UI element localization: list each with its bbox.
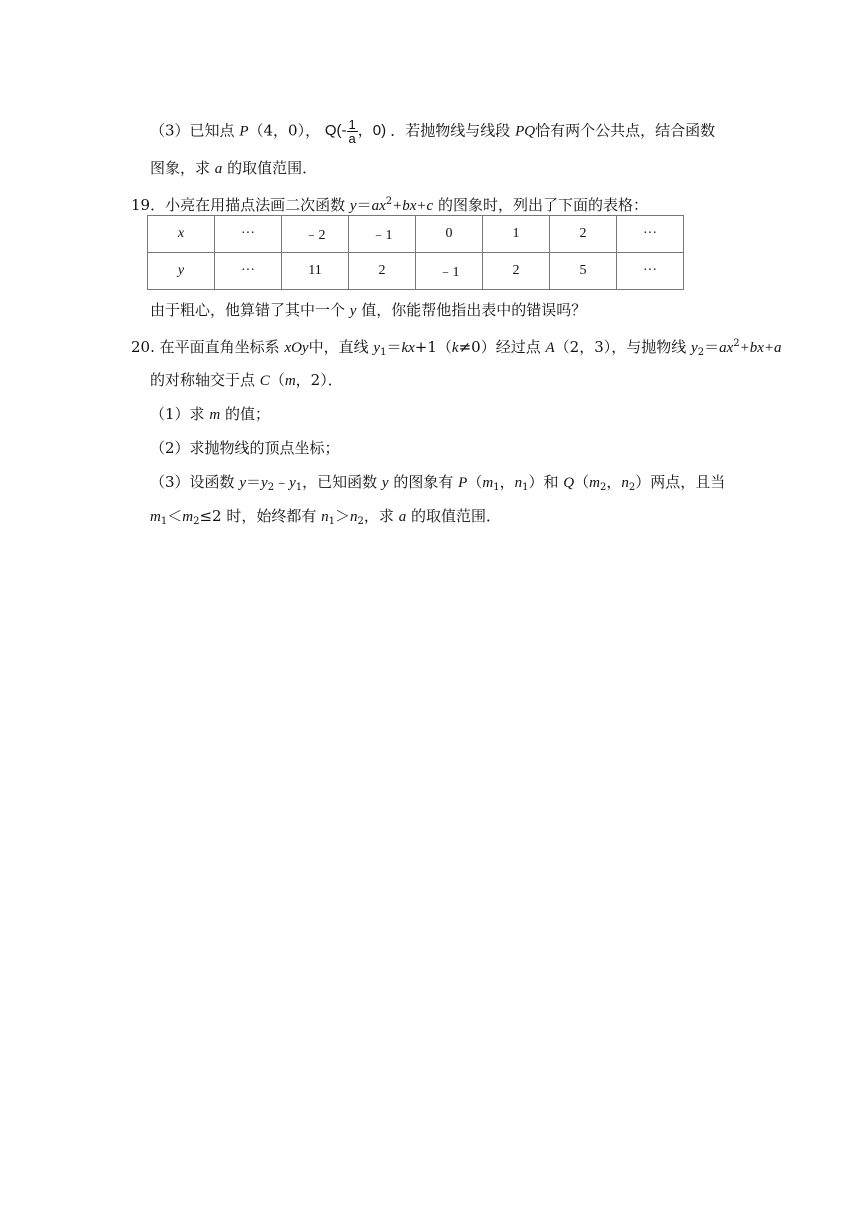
point-p: P (239, 123, 249, 140)
table-cell: ﹣2 (282, 216, 349, 253)
q19-intro: 19．小亮在用描点法画二次函数 $y=ax^2+bx+c$ 的图象时，列出了下面的表格： (131, 196, 648, 214)
table-cell: 1 (483, 216, 550, 253)
q20-part2: （2）求抛物线的顶点坐标； (150, 439, 340, 457)
table-cell: 2 (349, 253, 416, 290)
table-cell: ··· (617, 253, 684, 290)
q20-line2: 的对称轴交于点 C（m，2）． (150, 371, 343, 389)
fraction-one-over-a: $\frac{1}{a}$ (348, 117, 356, 146)
table-cell: 5 (550, 253, 617, 290)
q20-part1: （1）求 m 的值； (150, 405, 270, 423)
q20-number: 20. (131, 338, 155, 356)
q20-line1: 20. 在平面直角坐标系 xOy中，直线 $y_1=kx+1(k\ne 0)$经过点 A（2，3），与抛物线 $y_2=ax^2+bx+a$ (131, 338, 782, 358)
table-header-x: x (148, 216, 215, 253)
table-cell: ··· (215, 253, 282, 290)
q19-followup: 由于粗心，他算错了其中一个 y 值，你能帮他指出表中的错误吗？ (150, 301, 587, 319)
table-cell: ﹣1 (416, 253, 483, 290)
table-cell: 2 (550, 216, 617, 253)
table-row-x (148, 216, 684, 253)
point-q-expression: Q(- $\frac{1}{a}$ ，0) (324, 117, 387, 146)
table-cell: 2 (483, 253, 550, 290)
q18-part3-line2: 图象，求 a 的取值范围． (150, 159, 318, 177)
table-cell: 0 (416, 216, 483, 253)
table-cell: ﹣1 (349, 216, 416, 253)
table-cell: ··· (215, 216, 282, 253)
q20-part3-line2: $m_1<m_2\le 2$ 时，始终都有 $n_1>n_2$，求 a 的取值范围． (150, 507, 501, 527)
table-cell: ··· (617, 216, 684, 253)
q19-number: 19． (131, 196, 166, 214)
table-cell: 11 (282, 253, 349, 290)
table-header-y: y (148, 253, 215, 290)
q18-part3-line1: （3）已知点 P（4，0）， Q(- $\frac{1}{a}$ ，0) ．若抛物线与线段 PQ恰有两个公共点，结合函数 (150, 117, 716, 146)
q20-part3-line1: （3）设函数 $y=y_2﹣y_1$，已知函数 y 的图象有 $P(m_1$，$n_1$）和 $Q(m_2$，$n_2$）两点，且当 (150, 473, 726, 493)
table-row-y (148, 253, 684, 290)
values-table (147, 215, 684, 290)
